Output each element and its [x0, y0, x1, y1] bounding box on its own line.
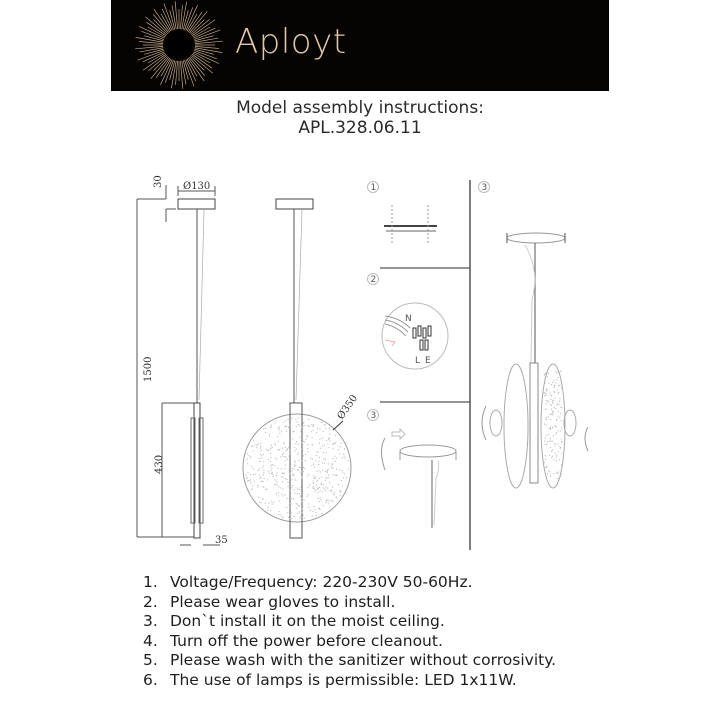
page-title: Model assembly instructions: — [236, 98, 484, 118]
svg-text:3: 3 — [481, 183, 488, 193]
brand-logo-text: Aployt — [235, 22, 347, 62]
dim-total-length: 1500 — [143, 356, 154, 382]
step-3-badge — [368, 410, 379, 422]
note-item: 1. Voltage/Frequency: 220-230V 50-60Hz. — [143, 573, 473, 591]
shade-disc — [243, 414, 351, 522]
note-item: 2. Please wear gloves to install. — [143, 592, 396, 611]
canopy-front — [276, 199, 313, 209]
safety-notes-list — [143, 573, 556, 691]
svg-text:1: 1 — [370, 183, 377, 193]
dim-body-length: 430 — [154, 454, 165, 474]
note-item: 6. The use of lamps is permissible: LED 1x11W. — [143, 670, 517, 689]
wire-label-n: N — [405, 314, 412, 324]
model-number: APL.328.06.11 — [298, 118, 422, 138]
canopy-side — [178, 199, 215, 209]
wire-label-e: E — [425, 356, 431, 366]
note-item: 4. Turn off the power before cleanout. — [143, 631, 443, 650]
svg-text:2: 2 — [370, 275, 377, 285]
step-2-badge — [368, 274, 379, 286]
step-3b-badge — [479, 182, 490, 194]
note-item: 5. Please wash with the sanitizer without corrosivity. — [143, 651, 557, 670]
dim-shade-diameter: Ø350 — [335, 393, 361, 422]
svg-text:3: 3 — [370, 411, 377, 421]
wire-label-l: L — [415, 356, 421, 366]
dim-body-width: 35 — [215, 535, 228, 546]
note-item: 3. Don`t install it on the moist ceiling. — [143, 612, 445, 631]
step-1-badge — [368, 182, 379, 194]
dim-canopy-diameter: Ø130 — [183, 181, 211, 192]
dim-canopy-height: 30 — [153, 175, 164, 188]
